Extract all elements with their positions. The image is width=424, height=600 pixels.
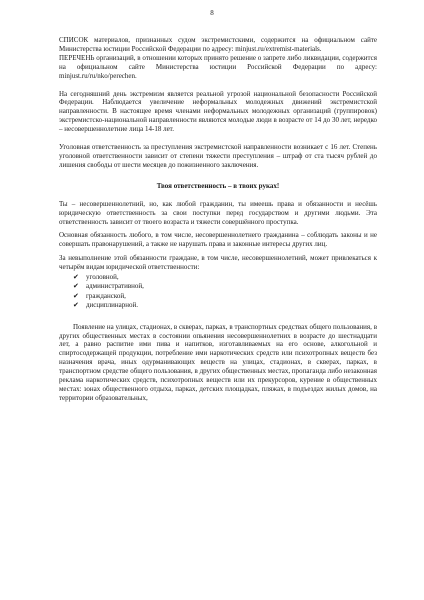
paragraph-main-duty: Основная обязанность любого, в том числе, несовершеннолетнего гражданина – соблюдать законы и не совершать правонарушений, а также не нарушать права и законные интересы других лиц. (59, 231, 377, 249)
paragraph-liability-intro: За невыполнение этой обязанности граждане, в том числе, несовершеннолетний, может привлекаться к четырём видам юридической ответственности: (59, 254, 377, 272)
paragraph-public-places: Появление на улицах, стадионах, в скверах, парках, в транспортных средствах общего пользования, в других общественных местах в состоянии опьянения несовершеннолетних в возрасте до шестнадцати лет, а равно распитие ими пива и напитков, изготавливаемых на его основе, алкогольной и спиртосодержащей продукции, потребление ими наркотических средств или психотропных веществ без назначения врача, иных одурманивающих веществ на улицах, стадионах, в скверах, парках, в транспортном средстве общего пользования, в других общественных местах, пропаганда либо незаконная реклама наркотических средств, психотропных веществ или их прекурсоров, курение в общественных местах: зонах общественного отдыха, парках, детских площадках, пляжах, в подъездах жилых домов, на территории образовательных, (59, 322, 377, 402)
list-item-label: уголовной, (86, 273, 119, 282)
page-content (59, 36, 377, 403)
page-number: 8 (210, 9, 214, 17)
paragraph-criminal-liability: Уголовная ответственность за преступления экстремистской направленности возникает с 16 лет. Степень уголовной ответственности зависит от степени тяжести преступления – штраф от ста тысяч рублей до лишения свободы от шести месяцев до пожизненного заключения. (59, 143, 377, 169)
check-icon: ✔ (73, 282, 79, 291)
list-item (73, 301, 377, 310)
section-heading: Твоя ответственность – в твоих руках! (156, 181, 280, 190)
check-icon: ✔ (73, 273, 79, 282)
check-icon: ✔ (73, 301, 79, 310)
paragraph-banned-organizations: ПЕРЕЧЕНЬ организаций, в отношении которых принято решение о запрете либо ликвидации, содержится на официальном сайте Министерства юстиции Российской Федерации по адресу: minjust.ru/ru/nko/perechen. (59, 53, 377, 80)
list-item (73, 282, 377, 291)
list-item (73, 292, 377, 301)
list-item-label: дисциплинарной. (86, 301, 138, 310)
list-item (73, 273, 377, 282)
liability-list (59, 273, 377, 311)
list-item-label: гражданской, (86, 291, 126, 300)
list-item-label: административной, (86, 282, 144, 291)
paragraph-extremism-threat: На сегодняшний день экстремизм является реальной угрозой национальной безопасности Российской Федерации. Наблюдается увеличение неформальных молодежных движений экстремистской направленности. В настоящее время членами неформальных молодежных организаций (группировок) экстремистско-национальной направленности являются молодые люди в возрасте от 14 до 30 лет, нередко – несовершеннолетние лица 14-18 лет. (59, 89, 377, 134)
paragraph-minor-responsibility: Ты – несовершеннолетний, но, как любой гражданин, ты имеешь права и обязанности и несёшь юридическую ответственность за свои поступки перед государством и другими людьми. Эта ответственность зависит от твоего возраста и тяжести совершённого проступка. (59, 199, 377, 226)
paragraph-extremist-materials: СПИСОК материалов, признанных судом экстремистскими, содержится на официальном сайте Министерства юстиции Российской Федерации по адресу: minjust.ru/extremist-materials. (59, 36, 377, 53)
check-icon: ✔ (73, 291, 79, 300)
